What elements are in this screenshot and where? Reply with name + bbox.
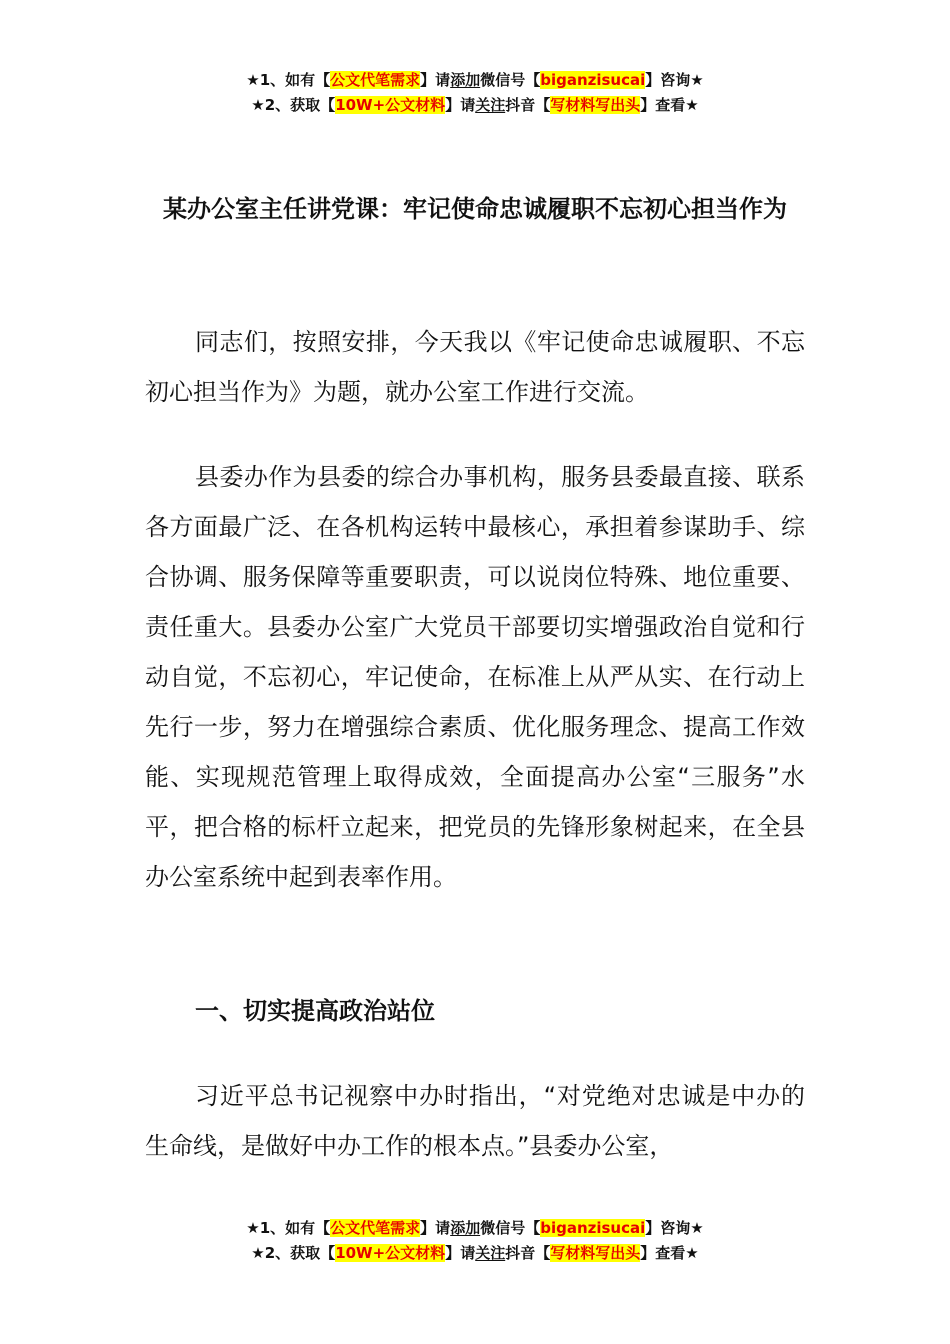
banner-line-2 <box>0 93 950 118</box>
banner-underlined-text: 关注 <box>475 96 506 114</box>
banner-line-2 <box>0 1241 950 1266</box>
banner-underlined-text: 关注 <box>475 1244 506 1262</box>
banner-highlight: 公文代笔需求 <box>330 1219 421 1237</box>
body-paragraph: 习近平总书记视察中办时指出，“对党绝对忠诚是中办的生命线，是做好中办工作的根本点。”县委办公室， <box>145 1082 805 1160</box>
banner-line-1 <box>0 1216 950 1241</box>
banner-text: 】查看★ <box>640 96 699 114</box>
banner-text: ★2、获取【 <box>251 1244 336 1262</box>
banner-underlined-text: 添加 <box>450 1219 481 1237</box>
banner-highlight: biganzisucai <box>540 71 646 89</box>
banner-text: 微信号【 <box>480 1219 541 1237</box>
banner-text: 微信号【 <box>480 71 541 89</box>
banner-text: 抖音【 <box>505 1244 551 1262</box>
banner-underlined-text: 添加 <box>450 71 481 89</box>
banner-text: 抖音【 <box>505 96 551 114</box>
banner-text: 】查看★ <box>640 1244 699 1262</box>
header-banner <box>0 68 950 118</box>
banner-highlight: 公文代笔需求 <box>330 71 421 89</box>
banner-text: ★2、获取【 <box>251 96 336 114</box>
banner-text: 】请 <box>445 1244 476 1262</box>
body-paragraph: 县委办作为县委的综合办事机构，服务县委最直接、联系各方面最广泛、在各机构运转中最核心，承担着参谋助手、综合协调、服务保障等重要职责，可以说岗位特殊、地位重要、责任重大。县委办公室广大党员干部要切实增强政治自觉和行动自觉，不忘初心，牢记使命，在标准上从严从实、在行动上先行一步，努力在增强综合素质、优化服务理念、提高工作效能、实现规范管理上取得成效，全面提高办公室“三服务”水平，把合格的标杆立起来，把党员的先锋形象树起来，在全县办公室系统中起到表率作用。 <box>145 463 805 891</box>
body-paragraph: 同志们，按照安排，今天我以《牢记使命忠诚履职、不忘初心担当作为》为题，就办公室工作进行交流。 <box>145 328 805 406</box>
banner-text: ★1、如有【 <box>246 1219 331 1237</box>
banner-text: 】请 <box>420 1219 451 1237</box>
banner-text: 】咨询★ <box>645 71 704 89</box>
document-title: 某办公室主任讲党课：牢记使命忠诚履职不忘初心担当作为 <box>163 195 787 223</box>
banner-highlight: 写材料写出头 <box>550 1244 641 1262</box>
footer-banner <box>0 1216 950 1266</box>
banner-highlight: biganzisucai <box>540 1219 646 1237</box>
banner-highlight: 10W+公文材料 <box>335 1244 446 1262</box>
banner-text: 】请 <box>420 71 451 89</box>
banner-text: 】咨询★ <box>645 1219 704 1237</box>
section-heading: 一、切实提高政治站位 <box>195 997 435 1025</box>
banner-text: ★1、如有【 <box>246 71 331 89</box>
banner-text: 】请 <box>445 96 476 114</box>
banner-highlight: 写材料写出头 <box>550 96 641 114</box>
banner-highlight: 10W+公文材料 <box>335 96 446 114</box>
banner-line-1 <box>0 68 950 93</box>
